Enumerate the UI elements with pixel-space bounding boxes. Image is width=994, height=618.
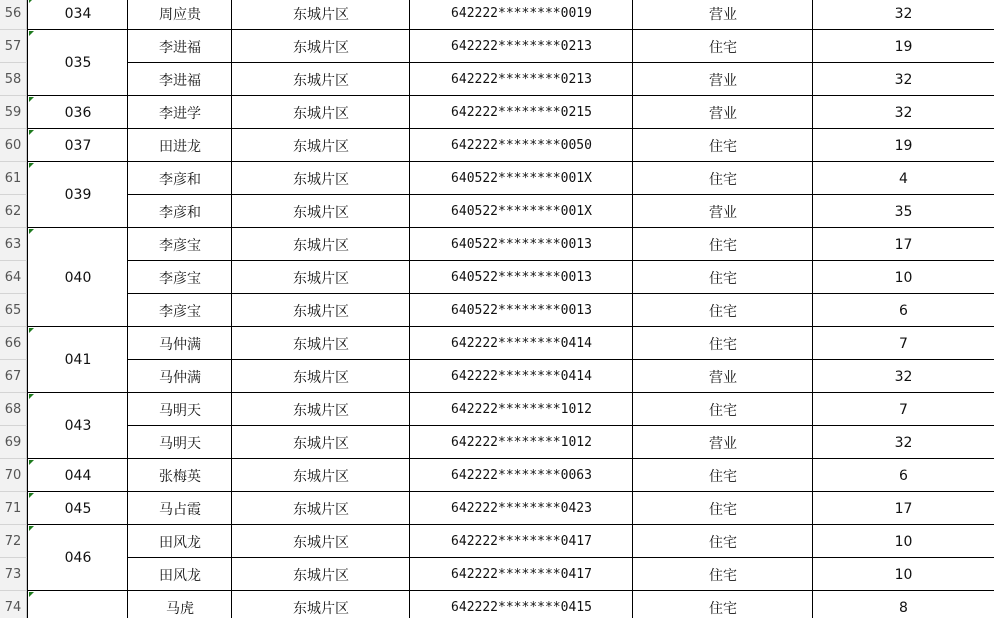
row-header[interactable]: 60 <box>0 129 27 162</box>
row-header[interactable]: 64 <box>0 261 27 294</box>
text-number-marker-icon <box>29 328 34 333</box>
id-cell[interactable]: 642222********0019 <box>451 6 592 21</box>
grid-line-h <box>128 557 994 558</box>
id-cell[interactable]: 640522********001X <box>451 171 592 186</box>
id-cell[interactable]: 642222********0215 <box>451 105 592 120</box>
type-cell[interactable]: 住宅 <box>709 567 737 584</box>
id-cell[interactable]: 640522********001X <box>451 204 592 219</box>
row-header[interactable]: 58 <box>0 63 27 96</box>
name-cell[interactable]: 李进福 <box>159 39 201 56</box>
text-number-marker-icon <box>29 31 34 36</box>
area-cell[interactable]: 东城片区 <box>293 501 349 518</box>
id-cell[interactable]: 642222********0414 <box>451 369 592 384</box>
type-cell[interactable]: 营业 <box>709 204 737 221</box>
id-cell[interactable]: 642222********0417 <box>451 567 592 582</box>
group-cell[interactable]: 037 <box>64 137 92 154</box>
text-number-marker-icon <box>29 97 34 102</box>
type-cell[interactable]: 住宅 <box>709 501 737 518</box>
row-header[interactable]: 67 <box>0 360 27 393</box>
text-number-marker-icon <box>29 0 34 3</box>
area-cell[interactable]: 东城片区 <box>293 171 349 188</box>
area-cell[interactable]: 东城片区 <box>293 567 349 584</box>
group-cell[interactable]: 034 <box>64 5 92 22</box>
area-cell[interactable]: 东城片区 <box>293 600 349 617</box>
group-cell[interactable]: 040 <box>64 269 92 286</box>
count-cell[interactable]: 7 <box>899 335 908 352</box>
group-cell[interactable]: 046 <box>64 550 92 566</box>
count-cell[interactable]: 6 <box>899 302 908 319</box>
count-cell[interactable]: 8 <box>899 599 908 616</box>
group-cell[interactable]: 036 <box>64 104 92 121</box>
grid-line-v <box>27 0 28 618</box>
group-cell[interactable]: 043 <box>64 418 92 434</box>
grid-line-h <box>28 392 994 393</box>
text-number-marker-icon <box>29 460 34 465</box>
type-cell[interactable]: 住宅 <box>709 600 737 617</box>
area-cell[interactable]: 东城片区 <box>293 72 349 89</box>
area-cell[interactable]: 东城片区 <box>293 6 349 23</box>
id-cell[interactable]: 642222********0213 <box>451 72 592 87</box>
name-cell[interactable]: 李进学 <box>159 105 201 122</box>
id-cell[interactable]: 642222********1012 <box>451 435 592 450</box>
grid-line-h <box>28 128 994 129</box>
type-cell[interactable]: 住宅 <box>709 303 737 320</box>
group-cell[interactable] <box>28 591 128 618</box>
name-cell[interactable]: 李彦和 <box>159 204 201 221</box>
id-cell[interactable]: 642222********0050 <box>451 138 592 153</box>
count-cell[interactable]: 32 <box>894 104 913 121</box>
grid-line-h <box>28 95 994 96</box>
type-cell[interactable]: 住宅 <box>709 138 737 155</box>
grid-line-v <box>127 0 128 618</box>
grid-line-h <box>28 326 994 327</box>
row-header[interactable]: 56 <box>0 0 27 30</box>
area-cell[interactable]: 东城片区 <box>293 138 349 155</box>
name-cell[interactable]: 田风龙 <box>159 534 201 551</box>
type-cell[interactable]: 营业 <box>709 6 737 23</box>
name-cell[interactable]: 李进福 <box>159 72 201 89</box>
area-cell[interactable]: 东城片区 <box>293 468 349 485</box>
group-cell[interactable]: 044 <box>64 467 92 484</box>
name-cell[interactable]: 马仲满 <box>159 369 201 386</box>
id-cell[interactable]: 642222********0213 <box>451 39 592 54</box>
count-cell[interactable]: 10 <box>894 269 913 286</box>
type-cell[interactable]: 住宅 <box>709 534 737 551</box>
row-header[interactable]: 72 <box>0 525 27 558</box>
row-header[interactable]: 62 <box>0 195 27 228</box>
id-cell[interactable]: 640522********0013 <box>451 303 592 318</box>
group-cell[interactable]: 039 <box>64 187 92 203</box>
type-cell[interactable]: 住宅 <box>709 171 737 188</box>
row-header[interactable]: 63 <box>0 228 27 261</box>
id-cell[interactable]: 640522********0013 <box>451 237 592 252</box>
grid-line-h <box>28 590 994 591</box>
grid-line-h <box>128 260 994 261</box>
count-cell[interactable]: 17 <box>894 500 913 517</box>
count-cell[interactable]: 32 <box>894 5 913 22</box>
name-cell[interactable]: 马虎 <box>166 600 194 617</box>
text-number-marker-icon <box>29 493 34 498</box>
count-cell[interactable]: 19 <box>894 38 913 55</box>
grid-line-h <box>28 161 994 162</box>
row-header[interactable]: 57 <box>0 30 27 63</box>
name-cell[interactable]: 周应贵 <box>159 6 201 23</box>
grid-line-v <box>632 0 633 618</box>
grid-line-h <box>28 491 994 492</box>
count-cell[interactable]: 10 <box>894 566 913 583</box>
area-cell[interactable]: 东城片区 <box>293 303 349 320</box>
name-cell[interactable]: 田进龙 <box>159 138 201 155</box>
name-cell[interactable]: 马明天 <box>159 435 201 452</box>
id-cell[interactable]: 642222********0063 <box>451 468 592 483</box>
name-cell[interactable]: 李彦宝 <box>159 303 201 320</box>
type-cell[interactable]: 住宅 <box>709 270 737 287</box>
name-cell[interactable]: 张梅英 <box>159 468 201 485</box>
row-header[interactable]: 61 <box>0 162 27 195</box>
type-cell[interactable]: 住宅 <box>709 468 737 485</box>
count-cell[interactable]: 4 <box>899 170 908 187</box>
grid-line-v <box>231 0 232 618</box>
grid-line-h <box>128 293 994 294</box>
text-number-marker-icon <box>29 592 34 597</box>
name-cell[interactable]: 马占霞 <box>159 501 201 518</box>
text-number-marker-icon <box>29 526 34 531</box>
row-header[interactable]: 65 <box>0 294 27 327</box>
type-cell[interactable]: 营业 <box>709 369 737 386</box>
count-cell[interactable]: 35 <box>894 203 913 220</box>
row-header[interactable]: 69 <box>0 426 27 459</box>
type-cell[interactable]: 住宅 <box>709 237 737 254</box>
grid-line-h <box>28 458 994 459</box>
grid-line-h <box>128 62 994 63</box>
id-cell[interactable]: 642222********1012 <box>451 402 592 417</box>
text-number-marker-icon <box>29 130 34 135</box>
id-cell[interactable]: 642222********0417 <box>451 534 592 549</box>
name-cell[interactable]: 李彦宝 <box>159 270 201 287</box>
row-header[interactable]: 66 <box>0 327 27 360</box>
name-cell[interactable]: 马仲满 <box>159 336 201 353</box>
name-cell[interactable]: 李彦和 <box>159 171 201 188</box>
type-cell[interactable]: 住宅 <box>709 336 737 353</box>
count-cell[interactable]: 17 <box>894 236 913 253</box>
count-cell[interactable]: 32 <box>894 71 913 88</box>
row-header[interactable]: 73 <box>0 558 27 591</box>
area-cell[interactable]: 东城片区 <box>293 336 349 353</box>
id-cell[interactable]: 642222********0423 <box>451 501 592 516</box>
count-cell[interactable]: 6 <box>899 467 908 484</box>
group-cell[interactable]: 045 <box>64 500 92 517</box>
count-cell[interactable]: 32 <box>894 368 913 385</box>
type-cell[interactable]: 住宅 <box>709 402 737 419</box>
area-cell[interactable]: 东城片区 <box>293 369 349 386</box>
grid-line-h <box>28 227 994 228</box>
row-header[interactable]: 59 <box>0 96 27 129</box>
area-cell[interactable]: 东城片区 <box>293 105 349 122</box>
name-cell[interactable]: 田风龙 <box>159 567 201 584</box>
area-cell[interactable]: 东城片区 <box>293 270 349 287</box>
area-cell[interactable]: 东城片区 <box>293 402 349 419</box>
count-cell[interactable]: 10 <box>894 533 913 550</box>
group-cell[interactable]: 035 <box>64 55 92 71</box>
count-cell[interactable]: 19 <box>894 137 913 154</box>
type-cell[interactable]: 营业 <box>709 435 737 452</box>
area-cell[interactable]: 东城片区 <box>293 435 349 452</box>
area-cell[interactable]: 东城片区 <box>293 237 349 254</box>
type-cell[interactable]: 住宅 <box>709 39 737 56</box>
row-header[interactable]: 68 <box>0 393 27 426</box>
type-cell[interactable]: 营业 <box>709 105 737 122</box>
row-header[interactable]: 74 <box>0 591 27 618</box>
grid-line-v <box>812 0 813 618</box>
area-cell[interactable]: 东城片区 <box>293 534 349 551</box>
id-cell[interactable]: 640522********0013 <box>451 270 592 285</box>
grid-line-h <box>128 359 994 360</box>
group-cell[interactable]: 041 <box>64 352 92 368</box>
grid-line-h <box>28 29 994 30</box>
area-cell[interactable]: 东城片区 <box>293 39 349 56</box>
count-cell[interactable]: 32 <box>894 434 913 451</box>
row-header[interactable]: 71 <box>0 492 27 525</box>
name-cell[interactable]: 马明天 <box>159 402 201 419</box>
type-cell[interactable]: 营业 <box>709 72 737 89</box>
area-cell[interactable]: 东城片区 <box>293 204 349 221</box>
grid-line-h <box>128 194 994 195</box>
grid-line-h <box>128 425 994 426</box>
text-number-marker-icon <box>29 394 34 399</box>
grid-line-v <box>409 0 410 618</box>
text-number-marker-icon <box>29 163 34 168</box>
row-header[interactable]: 70 <box>0 459 27 492</box>
id-cell[interactable]: 642222********0414 <box>451 336 592 351</box>
grid-line-h <box>28 524 994 525</box>
count-cell[interactable]: 7 <box>899 401 908 418</box>
name-cell[interactable]: 李彦宝 <box>159 237 201 254</box>
id-cell[interactable]: 642222********0415 <box>451 600 592 615</box>
text-number-marker-icon <box>29 229 34 234</box>
